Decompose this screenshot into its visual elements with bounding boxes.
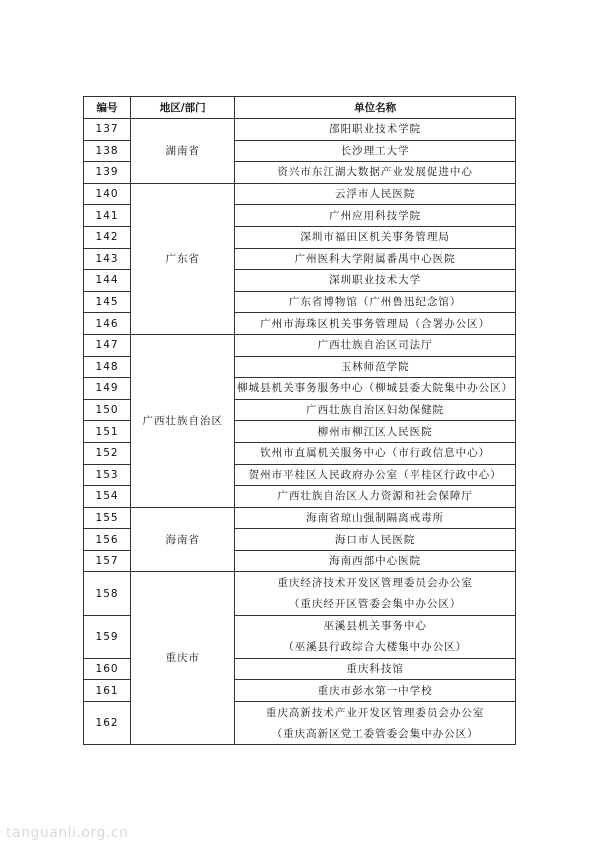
unit-name-cell: 长沙理工大学 (235, 140, 516, 162)
header-unit-name: 单位名称 (235, 97, 516, 119)
unit-name-cell: （重庆经开区管委会集中办公区） (235, 594, 516, 616)
watermark: tanguanli.org.cn (6, 825, 129, 841)
unit-name-cell: 玉林师范学院 (235, 356, 516, 378)
unit-name-cell: 巫溪县机关事务中心 (235, 615, 516, 637)
unit-name-cell: 柳城县机关事务服务中心（柳城县委大院集中办公区） (235, 378, 516, 400)
row-number: 142 (84, 226, 131, 248)
unit-name-cell: 广州市海珠区机关事务管理局（合署办公区） (235, 313, 516, 335)
row-number: 154 (84, 486, 131, 508)
units-table (83, 96, 516, 745)
unit-name-cell: 重庆市彭水第一中学校 (235, 680, 516, 702)
header-number: 编号 (84, 97, 131, 119)
row-number: 155 (84, 507, 131, 529)
table-row (84, 572, 516, 594)
unit-name-cell: 重庆科技馆 (235, 658, 516, 680)
row-number: 145 (84, 291, 131, 313)
table-row (84, 119, 516, 141)
region-cell: 重庆市 (131, 572, 235, 745)
region-cell: 湖南省 (131, 119, 235, 184)
table-row (84, 507, 516, 529)
row-number: 147 (84, 334, 131, 356)
table-header-row (84, 97, 516, 119)
unit-name-cell: 贺州市平桂区人民政府办公室（平桂区行政中心） (235, 464, 516, 486)
row-number: 141 (84, 205, 131, 227)
unit-name-cell: 广东省博物馆（广州鲁迅纪念馆） (235, 291, 516, 313)
unit-name-cell: 重庆高新技术产业开发区管理委员会办公室 (235, 702, 516, 724)
unit-name-cell: 重庆经济技术开发区管理委员会办公室 (235, 572, 516, 594)
unit-name-cell: 海口市人民医院 (235, 529, 516, 551)
row-number: 138 (84, 140, 131, 162)
unit-name-cell: 云浮市人民医院 (235, 183, 516, 205)
unit-name-cell: 邵阳职业技术学院 (235, 119, 516, 141)
row-number: 159 (84, 615, 131, 658)
region-cell: 广西壮族自治区 (131, 334, 235, 507)
region-cell: 海南省 (131, 507, 235, 572)
row-number: 149 (84, 378, 131, 400)
row-number: 150 (84, 399, 131, 421)
unit-name-cell: 海南省琼山强制隔离戒毒所 (235, 507, 516, 529)
unit-name-cell: 广西壮族自治区人力资源和社会保障厅 (235, 486, 516, 508)
unit-name-cell: 资兴市东江湖大数据产业发展促进中心 (235, 162, 516, 184)
row-number: 162 (84, 702, 131, 745)
row-number: 139 (84, 162, 131, 184)
row-number: 137 (84, 119, 131, 141)
row-number: 152 (84, 442, 131, 464)
unit-name-cell: 钦州市直属机关服务中心（市行政信息中心） (235, 442, 516, 464)
row-number: 160 (84, 658, 131, 680)
table-body (84, 119, 516, 745)
unit-name-cell: 海南西部中心医院 (235, 550, 516, 572)
unit-name-cell: 柳州市柳江区人民医院 (235, 421, 516, 443)
row-number: 140 (84, 183, 131, 205)
region-cell: 广东省 (131, 183, 235, 334)
unit-name-cell: 广西壮族自治区妇幼保健院 (235, 399, 516, 421)
row-number: 153 (84, 464, 131, 486)
row-number: 143 (84, 248, 131, 270)
unit-name-cell: 广西壮族自治区司法厅 (235, 334, 516, 356)
row-number: 148 (84, 356, 131, 378)
row-number: 146 (84, 313, 131, 335)
unit-name-cell: （巫溪县行政综合大楼集中办公区） (235, 637, 516, 659)
table-row (84, 334, 516, 356)
header-region: 地区/部门 (131, 97, 235, 119)
unit-name-cell: 深圳市福田区机关事务管理局 (235, 226, 516, 248)
unit-name-cell: 广州医科大学附属番禺中心医院 (235, 248, 516, 270)
row-number: 157 (84, 550, 131, 572)
unit-name-cell: 深圳职业技术大学 (235, 270, 516, 292)
row-number: 151 (84, 421, 131, 443)
unit-name-cell: 广州应用科技学院 (235, 205, 516, 227)
row-number: 161 (84, 680, 131, 702)
row-number: 144 (84, 270, 131, 292)
row-number: 156 (84, 529, 131, 551)
table-row (84, 183, 516, 205)
row-number: 158 (84, 572, 131, 615)
unit-name-cell: （重庆高新区党工委管委会集中办公区） (235, 723, 516, 745)
